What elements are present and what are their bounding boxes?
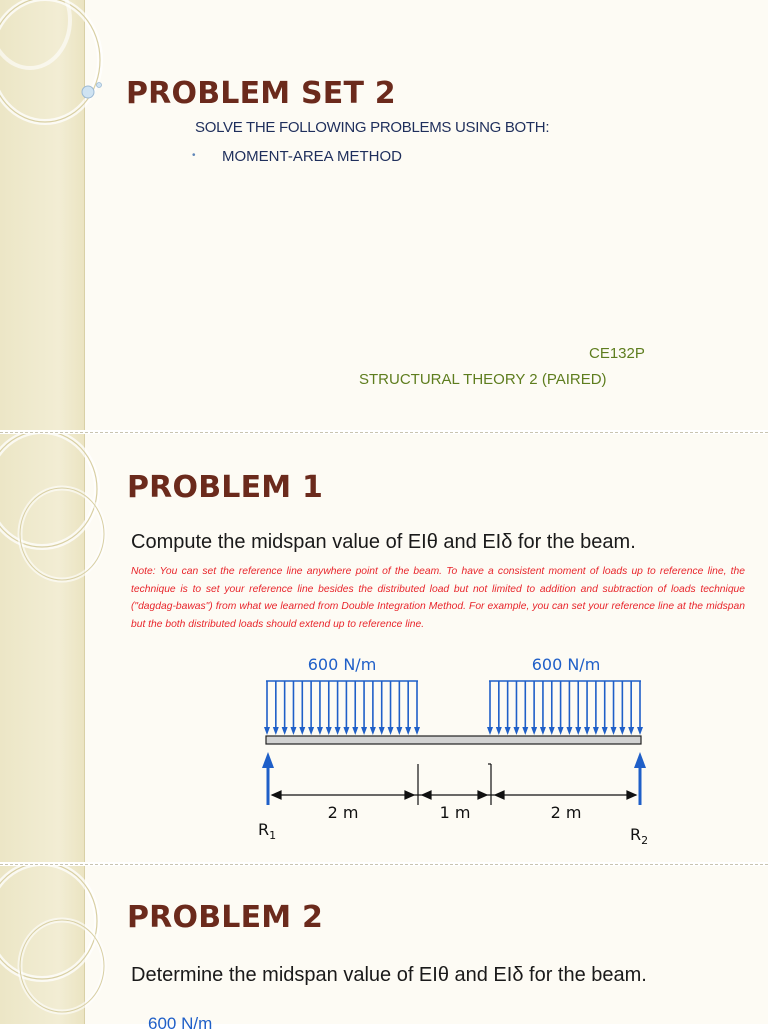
- problem-2-title: PROBLEM 2: [127, 900, 324, 935]
- load-arrowhead: [361, 727, 367, 735]
- load-arrowhead: [637, 727, 643, 735]
- right-load-arrows: [487, 681, 643, 735]
- problem-2-prompt: Determine the midspan value of EIθ and EIδ for the beam.: [131, 964, 647, 986]
- decorative-rings: [0, 434, 140, 862]
- course-name: STRUCTURAL THEORY 2 (PAIRED): [359, 371, 607, 388]
- slide-problem-set-2: [0, 0, 768, 430]
- load-arrowhead: [531, 727, 537, 735]
- load-arrowhead: [299, 727, 305, 735]
- reference-line-note: Note: You can set the reference line anywhere point of the beam. To have a consistent moment of loads up to reference line, the technique is to set your reference line besides the distributed load but not limited to addition and subtraction of loads technique ("dagdag-bawas") from what we learned from Double Integration Method. For example, you can set your reference line at the midspan but the both distributed loads should extend up to reference line.: [131, 566, 745, 630]
- load-arrowhead: [584, 727, 590, 735]
- left-reaction-arrow: [262, 752, 274, 805]
- load-arrowhead: [335, 727, 341, 735]
- load-arrowhead: [505, 727, 511, 735]
- load-arrowhead: [308, 727, 314, 735]
- load-arrowhead: [396, 727, 402, 735]
- right-reaction-arrow: [634, 752, 646, 805]
- load-arrowhead: [549, 727, 555, 735]
- load-arrowhead: [414, 727, 420, 735]
- load-arrowhead: [379, 727, 385, 735]
- page-title: PROBLEM SET 2: [126, 76, 396, 111]
- load-arrowhead: [273, 727, 279, 735]
- beam: [266, 736, 641, 744]
- bullet-item: MOMENT-AREA METHOD: [222, 148, 403, 165]
- reaction-right-label: $R_2$: [630, 825, 649, 847]
- course-code: CE132P: [589, 345, 645, 362]
- decorative-rings: [0, 866, 140, 1024]
- load-arrowhead: [522, 727, 528, 735]
- load-arrowhead: [575, 727, 581, 735]
- bullet-dot: •: [192, 150, 196, 161]
- reaction-left-label: $R_1$: [258, 820, 277, 842]
- load-arrowhead: [496, 727, 502, 735]
- load-arrowhead: [602, 727, 608, 735]
- load-arrowhead: [405, 727, 411, 735]
- load-arrowhead: [487, 727, 493, 735]
- dim-right-label: 2 m: [550, 803, 582, 822]
- load-arrowhead: [558, 727, 564, 735]
- load-arrowhead: [593, 727, 599, 735]
- load-arrowhead: [317, 727, 323, 735]
- load-arrowhead: [628, 727, 634, 735]
- slide-problem-2: [0, 866, 768, 1024]
- problem-1-title: PROBLEM 1: [127, 470, 324, 505]
- right-load-label: 600 N/m: [531, 655, 601, 674]
- load-arrowhead: [282, 727, 288, 735]
- left-load-label: 600 N/m: [307, 655, 377, 674]
- load-arrowhead: [540, 727, 546, 735]
- load-arrowhead: [326, 727, 332, 735]
- beam-diagram: [240, 648, 680, 848]
- left-distributed-load: [264, 681, 420, 735]
- load-arrowhead: [388, 727, 394, 735]
- load-arrowhead: [290, 727, 296, 735]
- bubble-icon: [82, 86, 94, 98]
- problem-1-prompt: Compute the midspan value of EIθ and EIδ for the beam.: [131, 531, 636, 553]
- load-arrowhead: [343, 727, 349, 735]
- left-load-arrows: [264, 681, 420, 735]
- problem-2-load-label-partial: 600 N/m: [148, 1014, 213, 1033]
- dimension-line: [272, 764, 636, 805]
- load-arrowhead: [264, 727, 270, 735]
- load-arrowhead: [370, 727, 376, 735]
- load-arrowhead: [566, 727, 572, 735]
- right-distributed-load: [487, 681, 643, 735]
- decorative-rings: [0, 0, 140, 430]
- load-arrowhead: [513, 727, 519, 735]
- load-arrowhead: [352, 727, 358, 735]
- load-arrowhead: [611, 727, 617, 735]
- instruction-text: SOLVE THE FOLLOWING PROBLEMS USING BOTH:: [195, 119, 550, 136]
- dim-mid-label: 1 m: [439, 803, 471, 822]
- dim-left-label: 2 m: [327, 803, 359, 822]
- load-arrowhead: [619, 727, 625, 735]
